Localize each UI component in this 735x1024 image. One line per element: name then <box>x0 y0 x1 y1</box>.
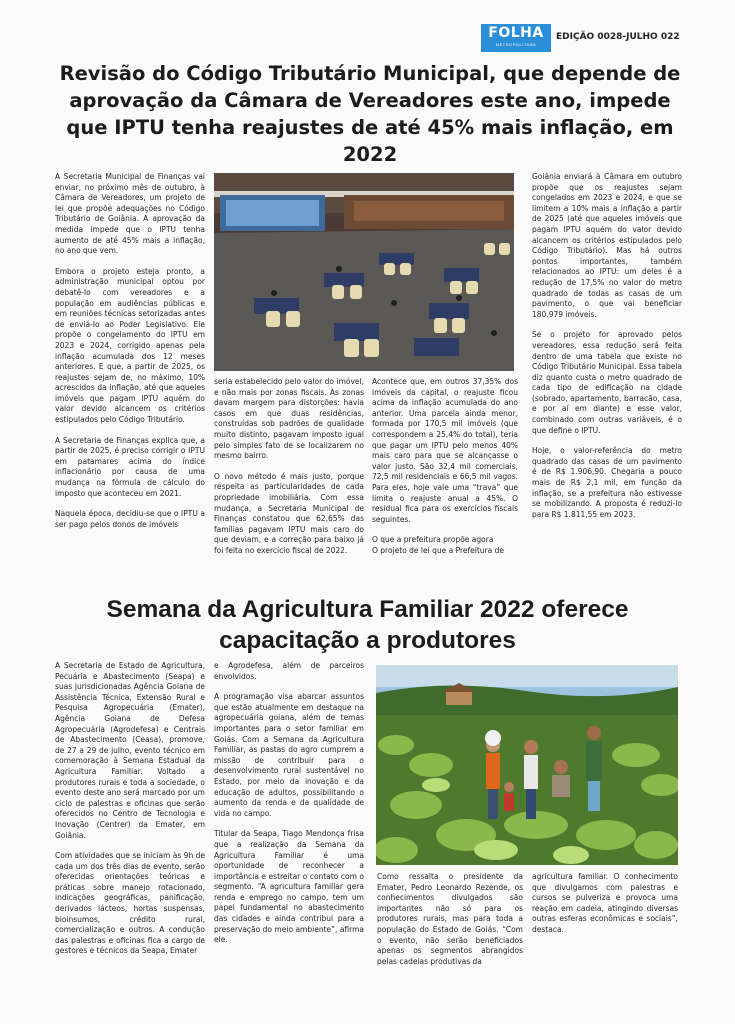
article-2-column-1 <box>55 661 205 957</box>
article-1-column-3 <box>372 377 518 557</box>
paragraph: Com atividades que se iniciam às 9h de cada um dos três dias de evento, serão oferecidas orientações teóricas e práticas sobre manejo rotacionado, indicações geográficas, panificação, derivados lácteos, hortas suspensas, bioinsumos, crédito rural, comercialização e outros. A condução das palestras e oficinas fica a cargo de gestores e técnicos da Seapa, Emater <box>55 851 205 956</box>
paragraph: e Agrodefesa, além de parceiros envolvidos. <box>214 661 364 681</box>
paragraph: Embora o projeto esteja pronto, a administração municipal optou por debatê-lo com vereadores e a população em audiências públicas e em reuniões técnicas setorizadas antes de enviá-lo ao Poder Legislativo. Ele propõe o congelamento do IPTU em 2023 e 2024, corrigido apenas pela inflação acumulada dos 12 meses anteriores. E que, a partir de 2025, os reajustes sejam de, no máximo, 10% acrescidos da inflação, até que aqueles imóveis que pagam IPTU aquém do valor devido alcancem os critérios estipulados pelo Código Tributário. <box>55 266 205 425</box>
article-2-column-2 <box>214 661 364 946</box>
logo-name: FOLHA <box>488 25 544 41</box>
article-1-column-2 <box>214 377 364 557</box>
paragraph: Como ressalta o presidente da Emater, Pedro Leonardo Rezende, os conhecimentos divulgados são importantes não só para os produtores rurais, mas para toda a população do Estado de Goiás. “Com o evento, não serão beneficiados apenas os segmentos abrangidos pelas cadeias produtivas da <box>377 872 523 966</box>
subheading: O que a prefeitura propõe agora <box>372 535 494 545</box>
paragraph: A Secretaria de Finanças explica que, a partir de 2025, é preciso corrigir o IPTU em patamares acima do índice inflacionário por causa de uma mudança na fórmula de cálculo do imposto que aconteceu em 2021. <box>55 435 205 498</box>
paragraph: Se o projeto for aprovado pelos vereadores, essa redução será feita dentro de uma tabela que existe no Código Tributário Municipal. Essa tabela diz quanto custa o metro quadrado de cada tipo de edificação na cidade (sobrado, apartamento, barracão, casa, e por aí em diante) e esse valor, combinado com outras variáveis, é o que define o IPTU. <box>532 330 682 435</box>
article-1-column-1 <box>55 172 205 530</box>
paragraph: A programação visa abarcar assuntos que estão atualmente em destaque na agropecuária goiana, além de temas importantes para o setor familiar em Goiás. Com a Semana da Agricultura Familiar, as pastas do agro cumprem a missão de contribuir para o desenvolvimento rural sustentável no Estado, por meio da inovação e da educação de adultos, possibilitando o aumento da renda e da qualidade de vida no campo. <box>214 692 364 818</box>
paragraph: Naquela época, decidiu-se que o IPTU a ser pago pelos donos de imóveis <box>55 509 205 529</box>
article-2-headline: Semana da Agricultura Familiar 2022 oferece capacitação a produtores <box>106 596 629 654</box>
paragraph: Goiânia enviará à Câmara em outubro propõe que os reajustes sejam congelados em 2023 e 2024, e que se limitem a 10% mais a inflação a partir de 2025 (até que aqueles imóveis que pagam IPTU aquém do valor devido alcancem os critérios estipulados pelo Código Tributário). Mas há outros pontos importantes, também relacionados ao IPTU: um deles é a redução de 17,5% no valor do metro quadrado de todas as casas de um pavimento, o que vai beneficiar 180.979 imóveis. <box>532 172 682 319</box>
family-farm-photo <box>376 665 678 865</box>
article-1-column-4 <box>532 172 682 520</box>
paragraph: A Secretaria Municipal de Finanças vai enviar, no próximo mês de outubro, à Câmara de Vereadores, um projeto de lei que propõe adequações no Código Tributário de Goiânia. A aprovação da medida impede que o IPTU tenha aumento de até 45% mais a inflação, no ano que vem. <box>55 172 205 256</box>
logo-subtitle: METROPOLITANA <box>495 42 537 47</box>
city-council-chamber-photo <box>214 173 514 371</box>
paragraph: seria estabelecido pelo valor do imóvel, e não mais por zonas fiscais. As zonas davam margem para distorções: havia casos em que duas residências, construídas sob padrões de qualidade muito distinto, pagavam imposto igual pelo simples fato de se localizarem no mesmo bairro. <box>214 377 364 461</box>
paragraph: Hoje, o valor-referência do metro quadrado das casas de um pavimento é de R$ 1.906,90. Chegaria a pouco mais de R$ 2,1 mil, em função da inflação, se a prefeitura não estivesse se mobilizando. A proposta é reduzi-lo para R$ 1.811,55 em 2023. <box>532 446 682 519</box>
article-2-column-4 <box>532 872 678 936</box>
article-2-column-3 <box>377 872 523 967</box>
paragraph: O projeto de lei que a Prefeitura de <box>372 545 504 555</box>
paragraph: A Secretaria de Estado de Agricultura, Pecuária e Abastecimento (Seapa) e suas jurisdicionadas Agência Goiana de Assistência Técnica, Extensão Rural e Pesquisa Agropecuária (Emater), Agência Goiana de Defesa Agropecuária (Agrodefesa) e Centrais de Abastecimento (Ceasa), promove, de 27 a 29 de julho, evento técnico em comemoração à Semana Estadual da Agricultura Familiar. Voltado a produtores rurais e toda a sociedade, o evento deste ano será marcado por um ciclo de palestras e oficinas que serão oferecidos no Centro de Tecnologia e Inovação (Centrer) da Emater, em Goiânia. <box>55 661 205 840</box>
paragraph: O novo método é mais justo, porque respeita as particularidades de cada propriedade imobiliária. Com essa mudança, a Secretaria Municipal de Finanças constatou que 62,65% das famílias pagavam IPTU mais caro do que deviam, e a correção para baixo já foi feita no exercício fiscal de 2022. <box>214 471 364 555</box>
article-1-headline: Revisão do Código Tributário Municipal, que depende de aprovação da Câmara de Vereadores este ano, impede que IPTU tenha reajustes de até 45% mais inflação, em 2022 <box>59 62 681 166</box>
paragraph: Acontece que, em outros 37,35% dos imóveis da capital, o reajuste ficou acima da inflação acumulada do ano anterior. Uma parcela ainda menor, formada por 170,5 mil imóveis (que correspondem a 25,4% do total), teria que pagar um IPTU pelo menos 40% mais caro para que se alcançasse o valor justo. São 32,4 mil comerciais, 72,5 mil residenciais e 66,5 mil vagos. Para eles, hoje vale uma “trava” que limita o reajuste anual a 45%. O residual fica para os exercícios fiscais seguintes. <box>372 377 518 524</box>
edition-label: EDIÇÃO 0028-JULHO 022 <box>556 32 680 42</box>
newspaper-logo <box>481 24 551 52</box>
paragraph: agricultura familiar. O conhecimento que divulgamos com palestras e cursos se pulveriza e provoca uma reação em cadeia, atingindo diversas outras esferas econômicas e sociais”, destaca. <box>532 872 678 934</box>
paragraph: Titular da Seapa, Tiago Mendonça frisa que a realização da Semana da Agricultura Familiar é uma oportunidade de reconhecer a importância e estreitar o contato com o segmento. “A agricultura familiar gera renda e emprego no campo, tem um papel fundamental no abastecimento das cidades e ainda contribui para a preservação do meio ambiente”, afirma ele. <box>214 829 364 945</box>
